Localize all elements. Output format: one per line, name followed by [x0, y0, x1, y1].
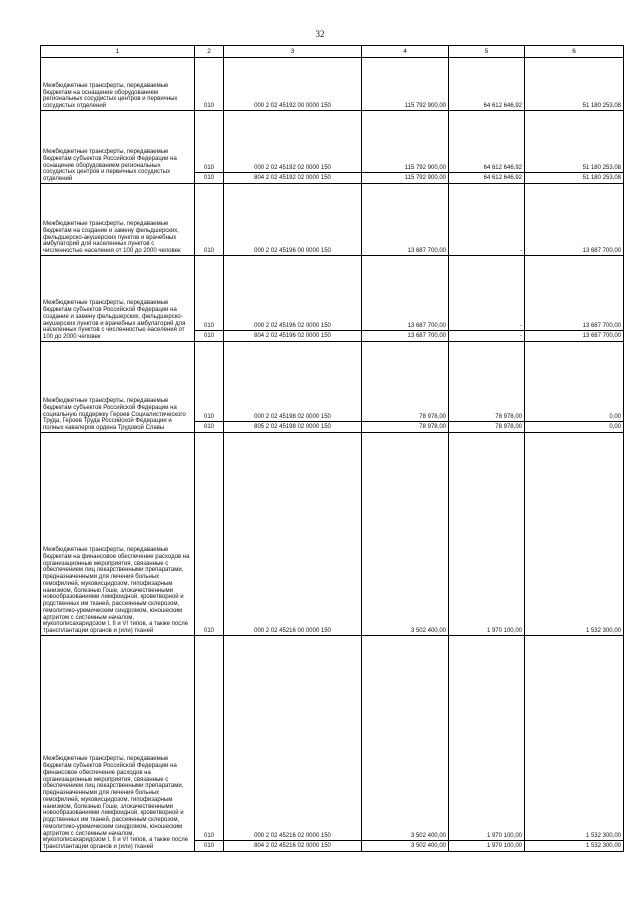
- row-kbk: 804 2 02 45196 02 0000 150: [224, 331, 362, 342]
- page-number: 32: [315, 29, 325, 39]
- table-row: [41, 256, 624, 331]
- column-header: 6: [525, 46, 624, 58]
- row-amount-col4: 13 687 700,00: [362, 184, 449, 256]
- row-amount-col5: 64 612 646,92: [449, 111, 525, 173]
- row-code: 010: [195, 111, 224, 173]
- table-row: [41, 433, 624, 636]
- table-row: [41, 636, 624, 841]
- row-amount-col4: 115 792 900,00: [362, 173, 449, 184]
- row-amount-col4: 3 502 400,00: [362, 841, 449, 852]
- row-amount-col5: 1 970 100,00: [449, 433, 525, 636]
- row-amount-col6: 13 687 700,00: [525, 256, 624, 331]
- row-code: 010: [195, 256, 224, 331]
- column-header: 5: [449, 46, 525, 58]
- row-kbk: 805 2 02 45198 02 0000 150: [224, 422, 362, 433]
- row-code: 010: [195, 422, 224, 433]
- row-amount-col4: 3 502 400,00: [362, 636, 449, 841]
- row-kbk: 000 2 02 45196 00 0000 150: [224, 184, 362, 256]
- row-code: 010: [195, 636, 224, 841]
- column-header: 1: [41, 46, 195, 58]
- row-code: 010: [195, 841, 224, 852]
- row-description: Межбюджетные трансферты, передаваемые бюджетам субъектов Российской Федерации на создание и замену фельдшерских, фельдшерско-акушерских пунктов и врачебных амбулаторий для населенных пунктов с численностью населения от 100 до 2000 человек: [41, 256, 195, 342]
- row-code: 010: [195, 58, 224, 111]
- row-code: 010: [195, 433, 224, 636]
- row-description: Межбюджетные трансферты, передаваемые бюджетам на оснащение оборудованием региональных сосудистых центров и первичных сосудистых отделений: [41, 58, 195, 111]
- row-amount-col4: 3 502 400,00: [362, 433, 449, 636]
- row-amount-col6: 1 532 300,00: [525, 636, 624, 841]
- row-kbk: 000 2 02 45196 02 0000 150: [224, 256, 362, 331]
- row-amount-col4: 78 978,00: [362, 422, 449, 433]
- row-kbk: 804 2 02 45216 02 0000 150: [224, 841, 362, 852]
- row-amount-col5: 64 612 646,92: [449, 173, 525, 184]
- row-amount-col5: 1 970 100,00: [449, 636, 525, 841]
- row-code: 010: [195, 331, 224, 342]
- row-amount-col6: 0,00: [525, 422, 624, 433]
- row-amount-col5: -: [449, 256, 525, 331]
- row-amount-col6: 1 532 300,00: [525, 841, 624, 852]
- row-kbk: 000 2 02 45216 02 0000 150: [224, 636, 362, 841]
- row-description: Межбюджетные трансферты, передаваемые бюджетам субъектов Российской Федерации на социальную поддержку Героев Социалистического Труда, Героев Труда Российской Федерации и полных кавалеров ордена Трудовой Славы: [41, 342, 195, 433]
- row-code: 010: [195, 342, 224, 422]
- row-amount-col6: 13 687 700,00: [525, 184, 624, 256]
- row-kbk: 000 2 02 45216 00 0000 150: [224, 433, 362, 636]
- row-amount-col4: 13 687 700,00: [362, 256, 449, 331]
- row-kbk: 000 2 02 45192 00 0000 150: [224, 58, 362, 111]
- row-amount-col5: 1 970 100,00: [449, 841, 525, 852]
- table-row: [41, 111, 624, 173]
- row-amount-col6: 0,00: [525, 342, 624, 422]
- table-row: [41, 58, 624, 111]
- row-amount-col4: 13 687 700,00: [362, 331, 449, 342]
- row-amount-col5: -: [449, 184, 525, 256]
- row-amount-col6: 51 180 253,08: [525, 111, 624, 173]
- row-code: 010: [195, 173, 224, 184]
- row-description: Межбюджетные трансферты, передаваемые бюджетам субъектов Российской Федерации на оснащение оборудованием региональных сосудистых центров и первичных сосудистых отделений: [41, 111, 195, 184]
- row-description: Межбюджетные трансферты, передаваемые бюджетам субъектов Российской Федерации на финансовое обеспечение расходов на организационные мероприятия, связанные с обеспечением лиц лекарственными препаратами, предназначенными для лечения больных гемофилией, муковисцидозом, гипофизарным нанизмом, болезнью Гоше, злокачественными новообразованиями лимфоидной, кроветворной и родственных им тканей, рассеянным склерозом, гемолитико-уремическим синдромом, юношеским артритом с системным началом, мукополисахаридозом I, II и VI типов, а также после трансплантации органов и (или) тканей: [41, 636, 195, 852]
- row-amount-col5: -: [449, 331, 525, 342]
- row-amount-col4: 115 792 900,00: [362, 58, 449, 111]
- row-amount-col6: 13 687 700,00: [525, 331, 624, 342]
- column-header: 4: [362, 46, 449, 58]
- row-amount-col6: 51 180 253,08: [525, 173, 624, 184]
- table-row: [41, 342, 624, 422]
- header-row: [41, 46, 624, 58]
- row-kbk: 804 2 02 45192 02 0000 150: [224, 173, 362, 184]
- row-description: Межбюджетные трансферты, передаваемые бюджетам на создание и замену фельдшерских, фельдшерско-акушерских пунктов и врачебных амбулаторий для населенных пунктов с численностью населения от 100 до 2000 человек: [41, 184, 195, 256]
- budget-table: [40, 45, 624, 852]
- row-amount-col5: 78 978,00: [449, 422, 525, 433]
- row-amount-col5: 64 612 646,92: [449, 58, 525, 111]
- row-kbk: 000 2 02 45198 02 0000 150: [224, 342, 362, 422]
- column-header: 3: [224, 46, 362, 58]
- row-description: Межбюджетные трансферты, передаваемые бюджетам на финансовое обеспечение расходов на организационные мероприятия, связанные с обеспечением лиц лекарственными препаратами, предназначенными для лечения больных гемофилией, муковисцидозом, гипофизарным нанизмом, болезнью Гоше, злокачественными новообразованиями лимфоидной, кроветворной и родственных им тканей, рассеянным склерозом, гемолитико-уремическим синдромом, юношеским артритом с системным началом, мукополисахаридозом I, II и VI типов, а также после трансплантации органов и (или) тканей: [41, 433, 195, 636]
- row-amount-col4: 78 978,00: [362, 342, 449, 422]
- row-amount-col5: 78 978,00: [449, 342, 525, 422]
- row-amount-col4: 115 792 900,00: [362, 111, 449, 173]
- row-amount-col6: 51 180 253,08: [525, 58, 624, 111]
- column-header: 2: [195, 46, 224, 58]
- row-kbk: 000 2 02 45192 02 0000 150: [224, 111, 362, 173]
- row-code: 010: [195, 184, 224, 256]
- table-row: [41, 184, 624, 256]
- row-amount-col6: 1 532 300,00: [525, 433, 624, 636]
